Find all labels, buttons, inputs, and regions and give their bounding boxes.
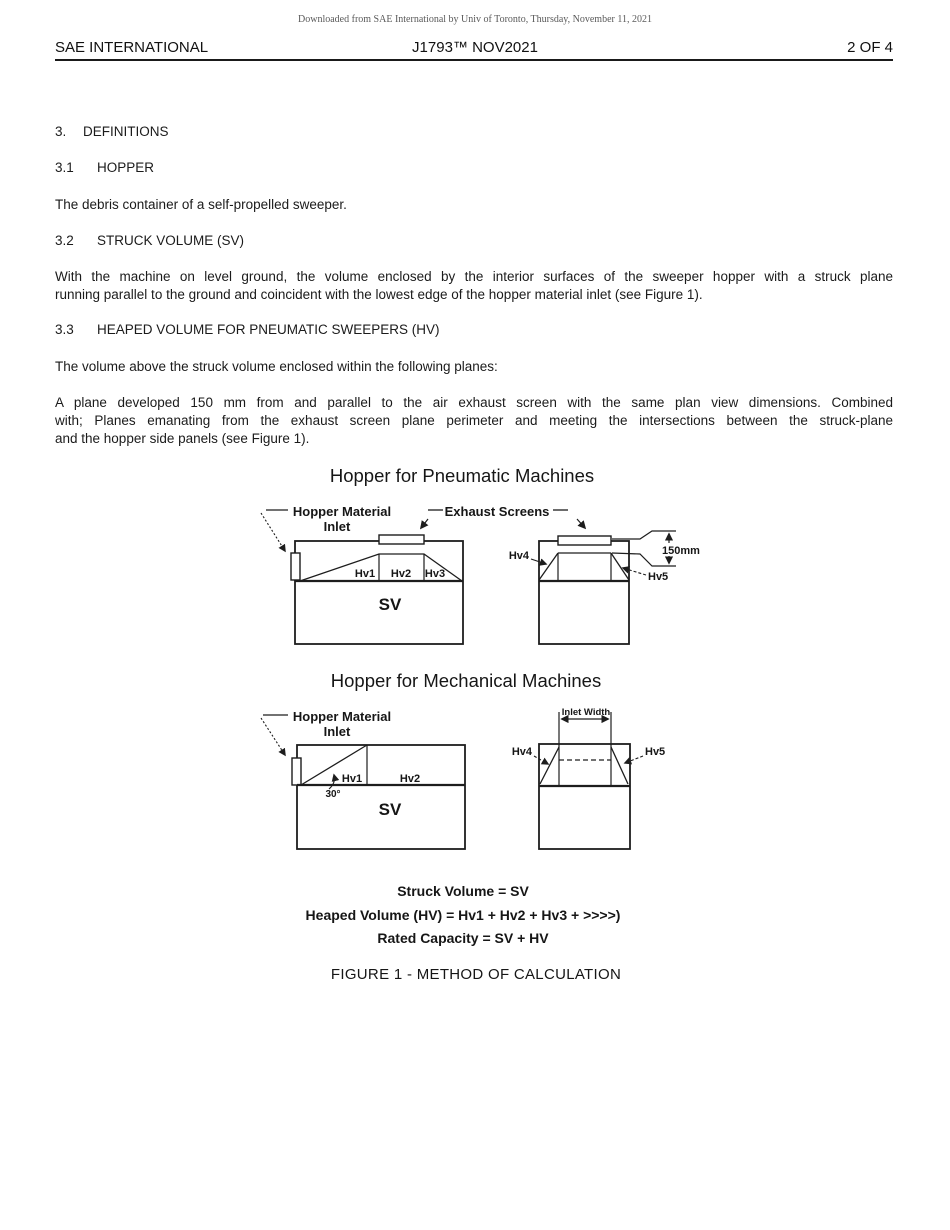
heading-number: 3.1 — [55, 160, 74, 175]
pneumatic-side-exhaust-screen — [379, 535, 424, 544]
para-line: A plane developed 150 mm from and parallel to the air exhaust screen with the same plan view dimensions. Combined — [55, 395, 893, 410]
screen-leader-arrow-left — [421, 519, 428, 528]
heading-hopper — [55, 159, 154, 177]
header-page-number: 2 OF 4 — [847, 39, 893, 56]
heading-title: HOPPER — [97, 160, 155, 175]
hv4-slope — [539, 553, 558, 580]
mechanical-inlet-label-line2: Inlet — [323, 724, 351, 739]
inlet-leader-arrow — [261, 513, 285, 551]
label-hv4-mechanical: Hv4 — [511, 746, 532, 758]
para-struck-volume — [55, 268, 893, 304]
header-rule — [55, 59, 893, 61]
heading-title: HEAPED VOLUME FOR PNEUMATIC SWEEPERS (HV) — [97, 322, 440, 337]
download-watermark: Downloaded from SAE International by Univ of Toronto, Thursday, November 11, 2021 — [298, 14, 652, 25]
pneumatic-end-exhaust-screen — [558, 536, 611, 545]
figure-1-drawing — [0, 460, 950, 860]
header-publisher: SAE INTERNATIONAL — [55, 39, 209, 56]
angle-arc-arrow — [329, 775, 334, 789]
hv5-leader-arrow — [625, 756, 643, 763]
hv5-slope — [611, 553, 629, 580]
hv5-leader-arrow — [623, 568, 646, 575]
dim-inlet-width-label: Inlet Width — [561, 707, 611, 718]
mechanical-side-hopper-outline — [297, 745, 465, 849]
inlet-leader-arrow — [261, 718, 285, 755]
mechanical-title: Hopper for Mechanical Machines — [330, 670, 602, 691]
heading-definitions — [55, 123, 169, 141]
heading-title: DEFINITIONS — [83, 124, 169, 139]
pneumatic-title: Hopper for Pneumatic Machines — [329, 465, 595, 486]
header-document-number: J1793™ NOV2021 — [412, 39, 538, 56]
para-line: and the hopper side panels (see Figure 1). — [55, 431, 310, 446]
label-hv5-pneumatic: Hv5 — [648, 571, 669, 583]
label-hv1-pneumatic: Hv1 — [354, 568, 376, 580]
heading-struck-volume — [55, 232, 244, 250]
figure-1-caption: FIGURE 1 - METHOD OF CALCULATION — [330, 966, 622, 983]
heading-heaped-volume — [55, 321, 440, 339]
label-hv1-mechanical: Hv1 — [341, 773, 363, 785]
pneumatic-inlet-label-line1: Hopper Material — [292, 504, 392, 519]
pneumatic-inlet-label-line2: Inlet — [323, 519, 351, 534]
dim-150-label: 150mm — [662, 545, 700, 557]
label-hv3-pneumatic: Hv3 — [424, 568, 446, 580]
exhaust-screens-label: Exhaust Screens — [444, 504, 550, 519]
label-hv2-pneumatic: Hv2 — [390, 568, 412, 580]
label-hv5-mechanical: Hv5 — [645, 746, 666, 758]
dim-leader-top — [612, 531, 676, 539]
hv4-slope — [540, 747, 559, 784]
label-hv2-mechanical: Hv2 — [399, 773, 421, 785]
pneumatic-side-material-inlet — [291, 553, 300, 580]
heading-number: 3.3 — [55, 322, 74, 337]
para-heaped-intro: The volume above the struck volume enclosed within the following planes: — [55, 359, 498, 374]
para-line: With the machine on level ground, the volume enclosed by the interior surfaces of the sweeper hopper with a struck plane — [55, 269, 893, 284]
mechanical-inlet-label-line1: Hopper Material — [292, 709, 392, 724]
label-sv-mechanical: SV — [378, 800, 402, 819]
formula-heaped-volume: Heaped Volume (HV) = Hv1 + Hv2 + Hv3 + >>>>) — [305, 907, 621, 923]
heading-title: STRUCK VOLUME (SV) — [97, 233, 245, 248]
label-sv-pneumatic: SV — [378, 595, 402, 614]
pneumatic-end-hopper-outline — [539, 541, 629, 644]
para-line: with; Planes emanating from the exhaust screen plane perimeter and meeting the intersections between the struck-plane — [55, 413, 893, 428]
mechanical-side-material-inlet — [292, 758, 301, 785]
hv5-slope — [611, 747, 628, 784]
hv4-leader-arrow — [534, 756, 548, 764]
formula-struck-volume: Struck Volume = SV — [397, 883, 529, 899]
screen-leader-arrow-right — [577, 519, 585, 528]
label-30-degrees: 30° — [325, 789, 341, 800]
para-line: running parallel to the ground and coincident with the lowest edge of the hopper material inlet (see Figure 1). — [55, 287, 703, 302]
heading-number: 3.2 — [55, 233, 74, 248]
para-heaped-volume — [55, 394, 893, 448]
para-hopper: The debris container of a self-propelled sweeper. — [55, 197, 347, 212]
formula-rated-capacity: Rated Capacity = SV + HV — [377, 930, 549, 946]
label-hv4-pneumatic: Hv4 — [508, 550, 529, 562]
heading-number: 3. — [55, 124, 67, 139]
